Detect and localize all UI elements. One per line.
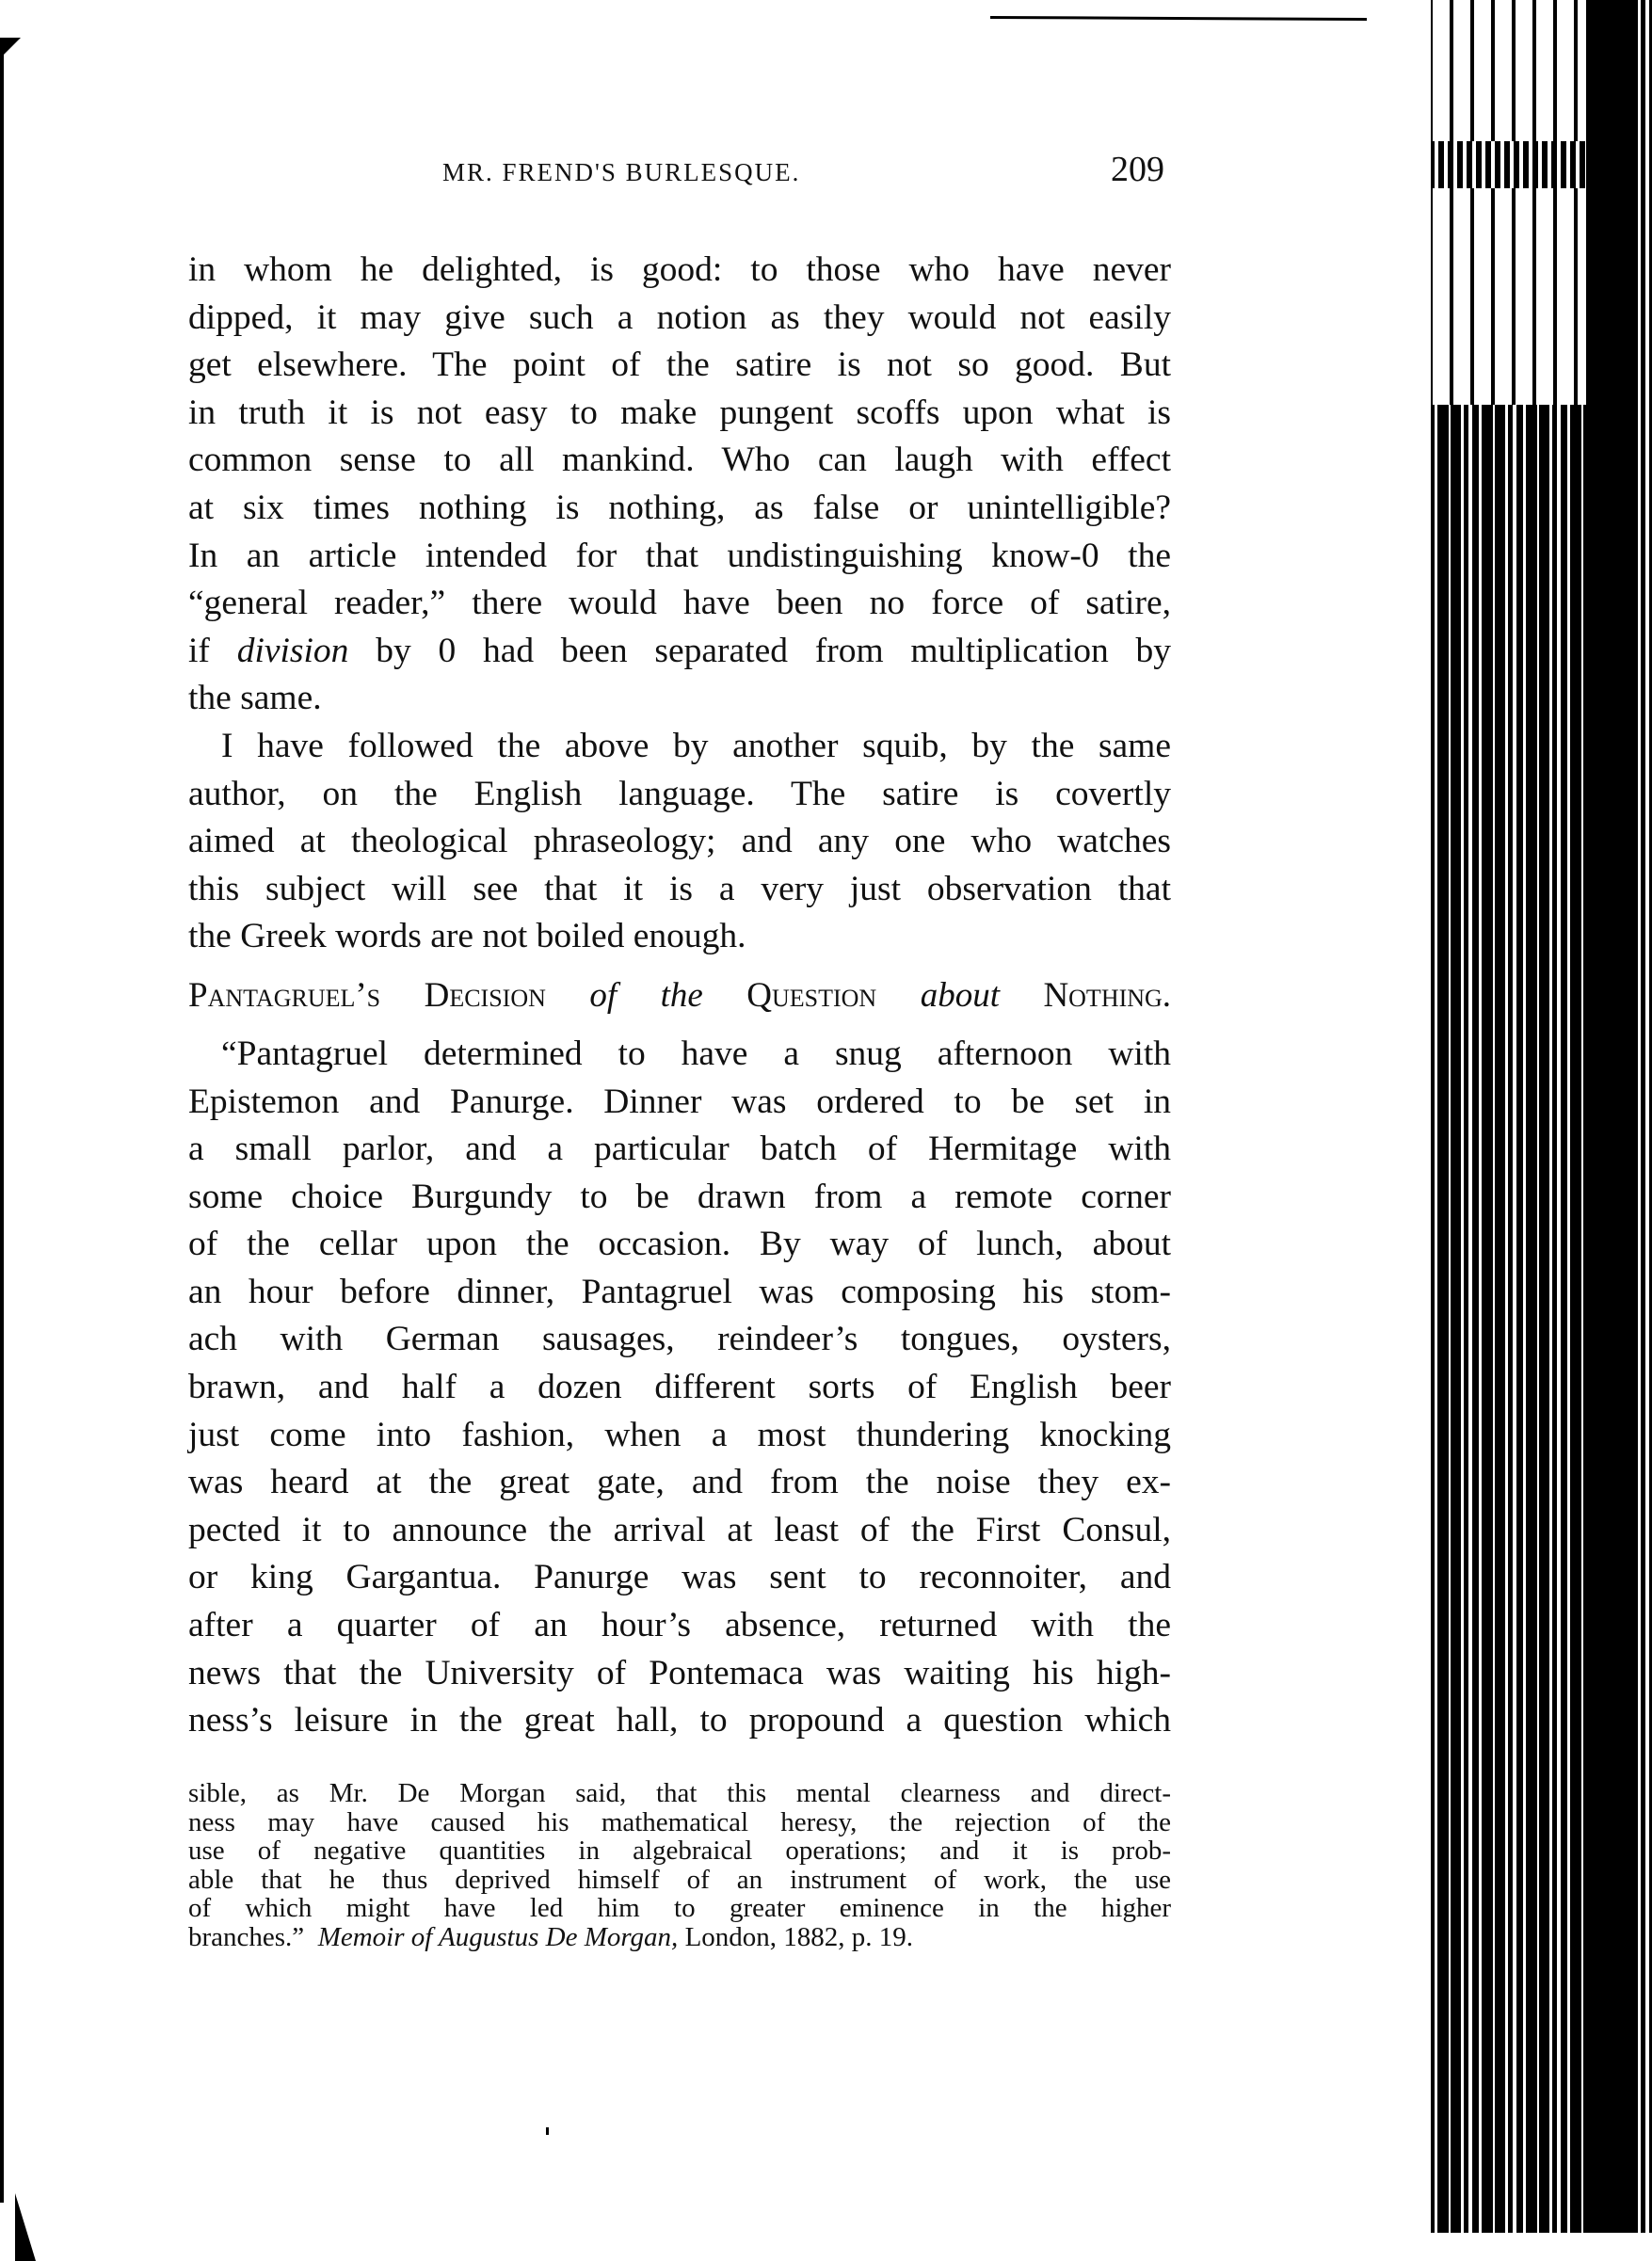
text-fragment: by 0 had been separated from multiplication by bbox=[376, 631, 1172, 670]
text-line: this subject will see that it is a very just observation that bbox=[188, 869, 1171, 908]
footnote-citation-line bbox=[188, 1923, 1171, 1952]
footnote bbox=[188, 1779, 1171, 1951]
text-line: ach with German sausages, reindeer’s tongues, oysters, bbox=[188, 1320, 1171, 1359]
citation-details: London, 1882, p. 19. bbox=[684, 1921, 914, 1952]
footnote-line: able that he thus deprived himself of an instrument of work, the use bbox=[188, 1864, 1171, 1895]
book-page-edges bbox=[1419, 0, 1652, 2233]
paragraph-1 bbox=[188, 247, 1171, 723]
text-line: an hour before dinner, Pantagruel was composing his stom- bbox=[188, 1272, 1171, 1311]
text-line: “general reader,” there would have been no force of satire, bbox=[188, 584, 1171, 623]
section-heading bbox=[188, 972, 1171, 1019]
footnote-line: use of negative quantities in algebraical operations; and it is prob- bbox=[188, 1836, 1171, 1866]
text-line: was heard at the great gate, and from the noise they ex- bbox=[188, 1463, 1171, 1502]
page-edges-light-band bbox=[1433, 0, 1593, 405]
text-line: at six times nothing is nothing, as false or unintelligible? bbox=[188, 488, 1171, 527]
page-corner-top-left bbox=[0, 38, 21, 58]
text-line: “Pantagruel determined to have a snug afternoon with bbox=[221, 1034, 1171, 1073]
heading-part: Pantagruel’s Decision bbox=[188, 975, 546, 1015]
text-line: author, on the English language. The satire is covertly bbox=[188, 774, 1171, 813]
text-line: dipped, it may give such a notion as they would not easily bbox=[188, 297, 1171, 337]
text-line: the Greek words are not boiled enough. bbox=[188, 917, 746, 956]
running-head: MR. FREND'S BURLESQUE. bbox=[442, 158, 801, 186]
text-line: in truth it is not easy to make pungent scoffs upon what is bbox=[188, 393, 1171, 432]
heading-part: Question bbox=[746, 975, 877, 1015]
footnote-line: ness may have caused his mathematical heresy, the rejection of the bbox=[188, 1806, 1171, 1837]
page-left-edge bbox=[0, 38, 4, 2203]
page-number: 209 bbox=[1111, 150, 1164, 189]
paragraph-3 bbox=[188, 1031, 1171, 1745]
text-line: some choice Burgundy to be drawn from a remote corner bbox=[188, 1177, 1171, 1216]
text-line: brawn, and half a dozen different sorts of English beer bbox=[188, 1368, 1171, 1407]
scan-speck bbox=[546, 2127, 549, 2135]
text-line: get elsewhere. The point of the satire is not so good. But bbox=[188, 345, 1171, 385]
scan-rule-artifact bbox=[990, 16, 1367, 21]
text-line: Epistemon and Panurge. Dinner was ordered to be set in bbox=[188, 1082, 1171, 1121]
page-edges-gutter bbox=[1419, 0, 1433, 2233]
text-line: news that the University of Pontemaca was waiting his high- bbox=[188, 1653, 1171, 1692]
text-line bbox=[188, 628, 1171, 676]
italic-word-division: division bbox=[236, 631, 349, 670]
text-line: of the cellar upon the occasion. By way of lunch, about bbox=[188, 1225, 1171, 1264]
page-corner-bottom-left bbox=[15, 2193, 36, 2261]
footnote-line: of which might have led him to greater eminence in the higher bbox=[188, 1893, 1171, 1923]
text-line: pected it to announce the arrival at least of the First Consul, bbox=[188, 1510, 1171, 1549]
text-line: ness’s leisure in the great hall, to propound a question which bbox=[188, 1701, 1171, 1740]
footnote-text: branches.” bbox=[188, 1921, 305, 1952]
text-line: In an article intended for that undistinguishing know-0 the bbox=[188, 536, 1171, 575]
text-line: after a quarter of an hour’s absence, returned with the bbox=[188, 1606, 1171, 1645]
citation-title: Memoir of Augustus De Morgan, bbox=[317, 1921, 679, 1952]
text-line: just come into fashion, when a most thundering knocking bbox=[188, 1415, 1171, 1454]
text-line: a small parlor, and a particular batch of Hermitage with bbox=[188, 1130, 1171, 1169]
text-line: common sense to all mankind. Who can laugh with effect bbox=[188, 441, 1171, 480]
heading-part: about bbox=[920, 975, 1000, 1015]
text-line: I have followed the above by another squib, by the same bbox=[221, 726, 1171, 765]
heading-part: of the bbox=[589, 975, 703, 1015]
page-edges-mid-band bbox=[1419, 141, 1598, 188]
text-line: in whom he delighted, is good: to those who have never bbox=[188, 250, 1171, 289]
text-line: or king Gargantua. Panurge was sent to reconnoiter, and bbox=[188, 1558, 1171, 1597]
heading-part: Nothing. bbox=[1043, 975, 1172, 1015]
text-line: the same. bbox=[188, 679, 322, 718]
footnote-line: sible, as Mr. De Morgan said, that this mental clearness and direct- bbox=[188, 1778, 1171, 1808]
page-edges-shadow bbox=[1586, 0, 1633, 2233]
body-text bbox=[188, 247, 1171, 1745]
paragraph-2 bbox=[188, 723, 1171, 961]
text-line: aimed at theological phraseology; and any one who watches bbox=[188, 822, 1171, 861]
text-fragment: if bbox=[188, 631, 210, 670]
